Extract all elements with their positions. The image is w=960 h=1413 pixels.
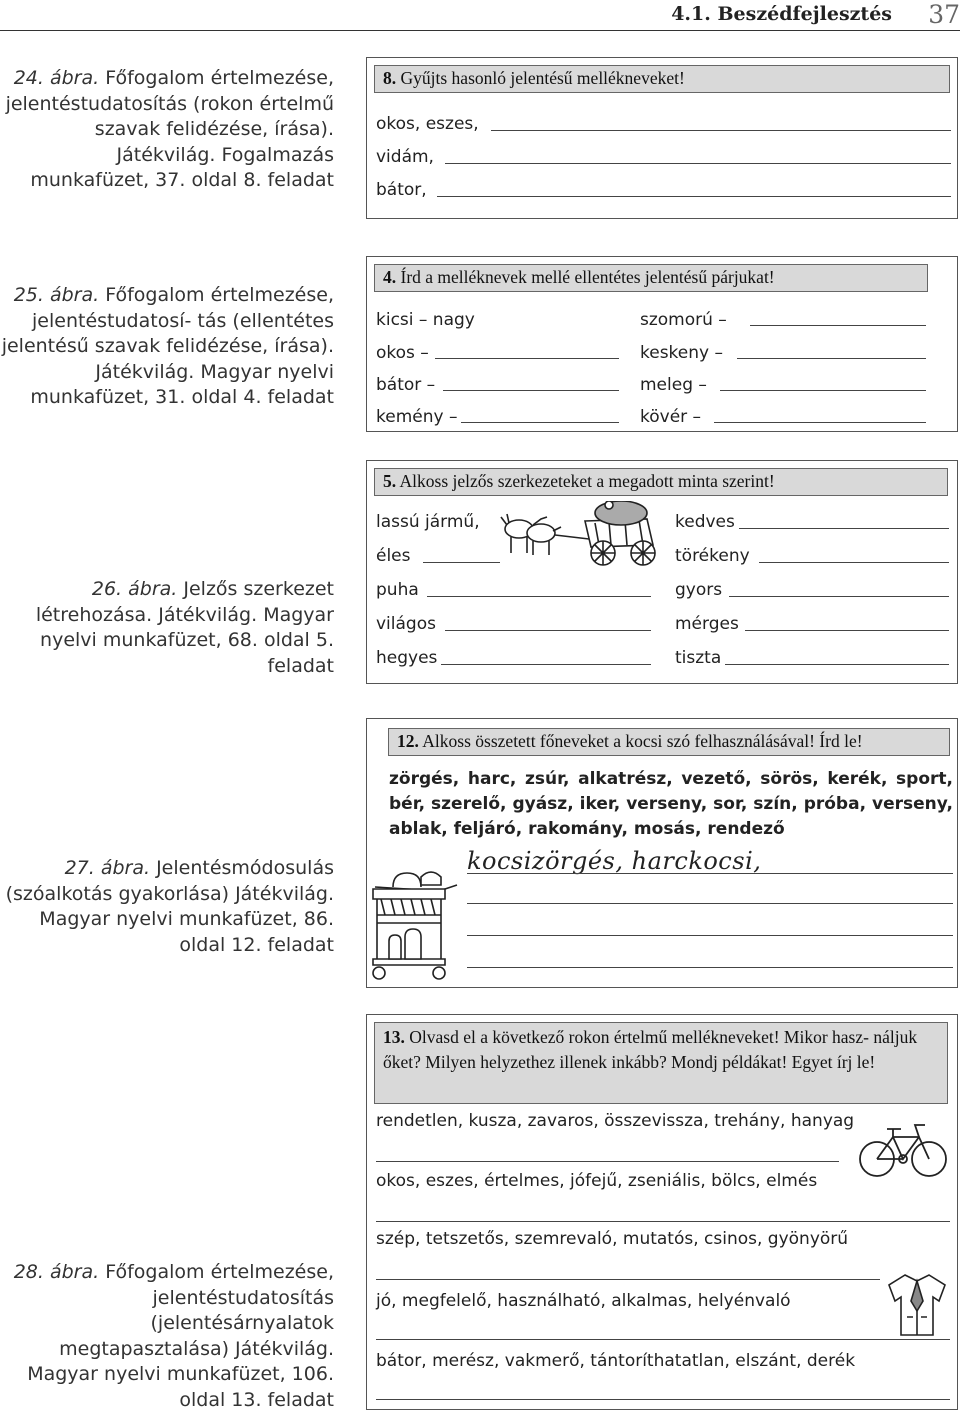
ex5-answer-line[interactable] bbox=[745, 630, 949, 631]
ex13-word-group: szép, tetszetős, szemrevaló, mutatós, csinos, gyönyörű bbox=[376, 1229, 849, 1249]
ex5-left-item: puha bbox=[376, 580, 419, 600]
caption-fig-number: 24. ábra. bbox=[13, 67, 100, 89]
page-header bbox=[0, 0, 960, 31]
exercise-12-panel bbox=[366, 718, 958, 988]
exercise-13-panel bbox=[366, 1014, 958, 1410]
exercise-13-title bbox=[374, 1022, 948, 1104]
caption-fig-number: 27. ábra. bbox=[64, 857, 151, 879]
ex5-left-item: világos bbox=[376, 614, 436, 634]
ex5-right-item: tiszta bbox=[675, 648, 722, 668]
ex4-answer-line[interactable] bbox=[435, 358, 619, 359]
ex4-answer-line[interactable] bbox=[750, 325, 926, 326]
ex8-answer-line[interactable] bbox=[437, 196, 951, 197]
ex8-answer-line[interactable] bbox=[491, 130, 951, 131]
caption-text: Jelzős szerkezet létrehozása. Játékvilág. Magyar nyelvi munkafüzet, 68. oldal 5. feladat bbox=[35, 578, 334, 677]
ex8-item: bátor, bbox=[376, 180, 427, 200]
ex13-word-group: okos, eszes, értelmes, jófejű, zseniális, bölcs, elmés bbox=[376, 1171, 818, 1191]
ex5-right-item: mérges bbox=[675, 614, 739, 634]
exercise-5-panel bbox=[366, 460, 958, 684]
ex12-answer-line[interactable] bbox=[467, 967, 953, 968]
ex4-answer-line[interactable] bbox=[720, 390, 926, 391]
ex13-answer-line[interactable] bbox=[376, 1279, 880, 1280]
exercise-4-panel bbox=[366, 256, 958, 432]
ex4-left-item: kemény – bbox=[376, 407, 458, 427]
ex13-answer-line[interactable] bbox=[376, 1161, 839, 1162]
ex5-right-item: kedves bbox=[675, 512, 735, 532]
exercise-8-title bbox=[374, 65, 950, 93]
ex5-answer-line[interactable] bbox=[729, 596, 949, 597]
caption-text: Főfogalom értelmezése, jelentéstudatosítás (rokon értelmű szavak felidézése, írása). Játékvilág. Fogalmazás munkafüzet, 37. oldal 8. feladat bbox=[5, 67, 334, 191]
ex5-left-item: lassú jármű, bbox=[376, 512, 480, 532]
caption-27 bbox=[0, 856, 334, 958]
ex4-right-item: meleg – bbox=[640, 375, 707, 395]
ex12-answer-line[interactable] bbox=[467, 873, 953, 874]
exercise-5-title bbox=[374, 468, 948, 496]
ex5-answer-line[interactable] bbox=[739, 528, 949, 529]
ex5-right-item: gyors bbox=[675, 580, 723, 600]
ex5-answer-line[interactable] bbox=[441, 664, 651, 665]
caption-24 bbox=[0, 66, 334, 194]
ex12-word-list: zörgés, harc, zsúr, alkatrész, vezető, sörös, kerék, sport, bér, szerelő, gyász, iker, verseny, sor, szín, próba, verseny, ablak, feljáró, rakomány, mosás, rendező bbox=[389, 769, 953, 839]
exercise-instruction: Alkoss jelzős szerkezeteket a megadott minta szerint! bbox=[399, 471, 775, 491]
exercise-number: 12. bbox=[397, 731, 419, 751]
caption-26 bbox=[0, 577, 334, 679]
ex5-answer-line[interactable] bbox=[427, 596, 651, 597]
exercise-number: 8. bbox=[383, 68, 397, 88]
ex12-handwritten-answer: kocsizörgés, harckocsi, bbox=[467, 847, 762, 875]
caption-text: Jelentésmódosulás (szóalkotás gyakorlása) Játékvilág. Magyar nyelvi munkafüzet, 86. oldal 12. feladat bbox=[5, 857, 334, 956]
exercise-number: 4. bbox=[383, 267, 397, 287]
ex5-left-item: hegyes bbox=[376, 648, 438, 668]
caption-fig-number: 28. ábra. bbox=[13, 1261, 100, 1283]
ex4-right-item: kövér – bbox=[640, 407, 702, 427]
caption-28 bbox=[0, 1260, 334, 1413]
ex4-answer-line[interactable] bbox=[443, 390, 619, 391]
ex12-answer-line[interactable] bbox=[467, 935, 953, 936]
exercise-instruction: Gyűjts hasonló jelentésű mellékneveket! bbox=[400, 68, 685, 88]
caption-25 bbox=[0, 283, 334, 411]
ex13-answer-line[interactable] bbox=[376, 1221, 950, 1222]
ex13-word-group: rendetlen, kusza, zavaros, összevissza, trehány, hanyag bbox=[376, 1111, 855, 1131]
exercise-8-panel bbox=[366, 57, 958, 219]
ex12-answer-line[interactable] bbox=[467, 903, 953, 904]
caption-text: Főfogalom értelmezése, jelentéstudatosítás (jelentésárnyalatok megtapasztalása) Játékvilág. Magyar nyelvi munkafüzet, 106. oldal 13. feladat bbox=[27, 1261, 334, 1411]
ex8-item: okos, eszes, bbox=[376, 114, 479, 134]
ex13-answer-line[interactable] bbox=[376, 1399, 950, 1400]
ex4-left-item: okos – bbox=[376, 343, 429, 363]
suit-icon bbox=[887, 1271, 949, 1339]
exercise-4-title bbox=[374, 264, 928, 292]
ex13-answer-line[interactable] bbox=[376, 1339, 950, 1340]
page-number: 37 bbox=[928, 0, 960, 29]
ex4-answer-line[interactable] bbox=[461, 422, 619, 423]
ex5-answer-line[interactable] bbox=[725, 664, 949, 665]
ex4-right-item: szomorú – bbox=[640, 310, 727, 330]
bicycle-icon bbox=[857, 1115, 949, 1181]
exercise-12-title bbox=[388, 728, 950, 756]
caption-text: Főfogalom értelmezése, jelentéstudatosí- tás (ellentétes jelentésű szavak felidézése, írása). Játékvilág. Magyar nyelvi munkafüzet, 31. oldal 4. feladat bbox=[1, 284, 334, 408]
ex5-answer-line[interactable] bbox=[445, 630, 651, 631]
exercise-instruction: Olvasd el a következő rokon értelmű mellékneveket! Mikor hasz- náljuk őket? Milyen helyzethez illenek inkább? Mondj példákat! Egyet írj le! bbox=[383, 1027, 918, 1072]
ex4-answer-line[interactable] bbox=[737, 358, 926, 359]
exercise-instruction: Írd a melléknevek mellé ellentétes jelentésű párjukat! bbox=[400, 267, 775, 287]
ox-cart-icon bbox=[497, 501, 661, 569]
ex5-answer-line[interactable] bbox=[759, 562, 949, 563]
ex5-answer-line[interactable] bbox=[423, 562, 500, 563]
ex5-left-item: éles bbox=[376, 546, 411, 566]
ex5-right-item: törékeny bbox=[675, 546, 750, 566]
caption-fig-number: 26. ábra. bbox=[91, 578, 178, 600]
ex13-word-group: jó, megfelelő, használható, alkalmas, helyénvaló bbox=[376, 1291, 791, 1311]
exercise-number: 13. bbox=[383, 1027, 405, 1047]
ex4-left-item: bátor – bbox=[376, 375, 436, 395]
serving-trolley-icon bbox=[369, 867, 463, 981]
exercise-number: 5. bbox=[383, 471, 397, 491]
caption-fig-number: 25. ábra. bbox=[13, 284, 100, 306]
ex4-left-item: kicsi – nagy bbox=[376, 310, 475, 330]
ex13-word-group: bátor, merész, vakmerő, tántoríthatatlan, elszánt, derék bbox=[376, 1351, 856, 1371]
exercise-instruction: Alkoss összetett főneveket a kocsi szó felhasználásával! Írd le! bbox=[422, 731, 863, 751]
chapter-title: 4.1. Beszédfejlesztés bbox=[671, 3, 892, 25]
ex8-item: vidám, bbox=[376, 147, 434, 167]
ex4-right-item: keskeny – bbox=[640, 343, 723, 363]
ex8-answer-line[interactable] bbox=[445, 163, 951, 164]
ex4-answer-line[interactable] bbox=[714, 422, 926, 423]
